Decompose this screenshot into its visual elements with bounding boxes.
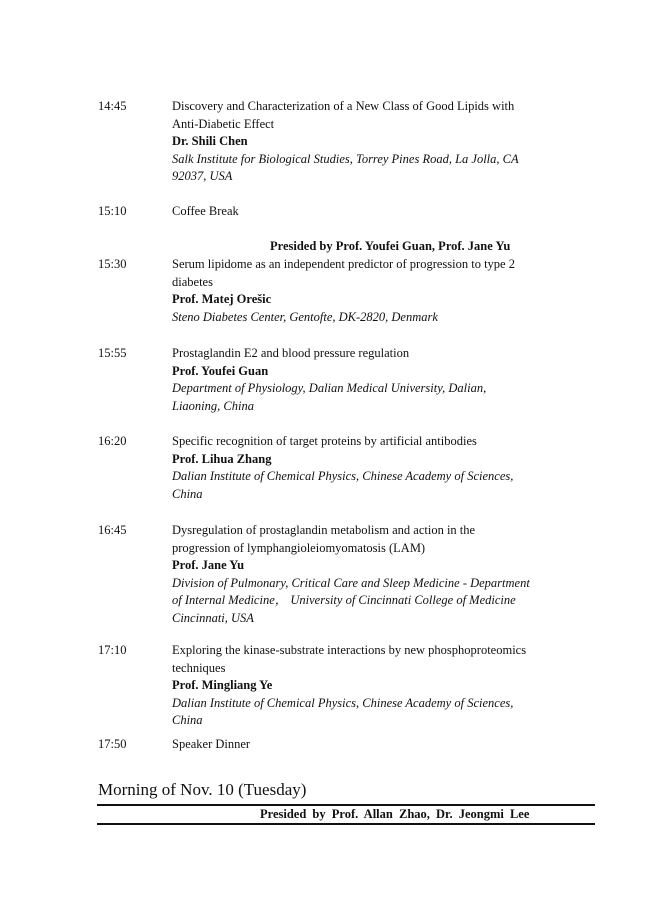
speaker-affiliation-line: China <box>172 713 203 727</box>
day-heading: Morning of Nov. 10 (Tuesday) <box>98 780 307 799</box>
session-chairs: Presided by Prof. Youfei Guan, Prof. Jane Yu <box>270 239 511 253</box>
speaker-name: Prof. Matej Orešic <box>172 292 272 306</box>
speaker-affiliation-line: 92037, USA <box>172 169 233 183</box>
speaker-affiliation-line: Steno Diabetes Center, Gentofte, DK-2820, Denmark <box>172 309 438 324</box>
session-detail <box>172 345 572 415</box>
talk-title-line: Coffee Break <box>172 204 239 218</box>
session-time: 15:55 <box>98 346 127 360</box>
talk-title-line: Discovery and Characterization of a New Class of Good Lipids with <box>172 99 515 113</box>
talk-title-line: Speaker Dinner <box>172 737 251 751</box>
speaker-affiliation-line: China <box>172 486 203 501</box>
session-time: 17:10 <box>98 643 127 657</box>
session-detail <box>172 736 572 754</box>
speaker-affiliation-line: Dalian Institute of Chemical Physics, Chinese Academy of Sciences, <box>172 695 514 710</box>
session-time: 17:50 <box>98 737 127 751</box>
speaker-affiliation-line: Department of Physiology, Dalian Medical University, Dalian, <box>172 381 487 395</box>
divider-bottom <box>97 823 595 825</box>
speaker-name: Prof. Mingliang Ye <box>172 678 273 692</box>
speaker-affiliation-line: Liaoning, China <box>172 398 254 413</box>
session-detail <box>172 522 572 627</box>
speaker-affiliation-line: of Internal Medicine， University of Cincinnati College of Medicine <box>172 593 516 607</box>
speaker-name: Dr. Shili Chen <box>172 134 248 148</box>
speaker-affiliation-line: Division of Pulmonary, Critical Care and Sleep Medicine - Department <box>172 575 530 590</box>
talk-title-line: Anti-Diabetic Effect <box>172 116 275 131</box>
session-time: 14:45 <box>98 99 127 113</box>
session-chairs-bottom: Presided by Prof. Allan Zhao, Dr. Jeongmi Lee <box>260 807 530 821</box>
talk-title-line: progression of lymphangioleiomyomatosis (LAM) <box>172 540 426 555</box>
session-detail <box>172 433 572 503</box>
session-detail <box>172 256 572 326</box>
speaker-name: Prof. Jane Yu <box>172 558 245 572</box>
talk-title-line: Serum lipidome as an independent predictor of progression to type 2 <box>172 257 515 271</box>
speaker-affiliation-line: Dalian Institute of Chemical Physics, Chinese Academy of Sciences, <box>172 469 514 483</box>
session-time: 15:10 <box>98 204 127 218</box>
talk-title-line: diabetes <box>172 274 213 289</box>
session-time: 16:20 <box>98 434 127 448</box>
session-detail <box>172 642 572 730</box>
speaker-name: Prof. Lihua Zhang <box>172 451 272 466</box>
talk-title-line: Specific recognition of target proteins by artificial antibodies <box>172 434 477 448</box>
talk-title-line: Prostaglandin E2 and blood pressure regulation <box>172 346 410 360</box>
session-detail <box>172 203 572 221</box>
talk-title-line: Exploring the kinase-substrate interactions by new phosphoproteomics <box>172 643 527 657</box>
session-time: 15:30 <box>98 257 127 271</box>
talk-title-line: Dysregulation of prostaglandin metabolism and action in the <box>172 523 476 537</box>
speaker-name: Prof. Youfei Guan <box>172 363 269 378</box>
speaker-affiliation-line: Salk Institute for Biological Studies, Torrey Pines Road, La Jolla, CA <box>172 151 519 166</box>
session-detail <box>172 98 572 186</box>
session-time: 16:45 <box>98 523 127 537</box>
talk-title-line: techniques <box>172 660 226 675</box>
speaker-affiliation-line: Cincinnati, USA <box>172 610 254 625</box>
